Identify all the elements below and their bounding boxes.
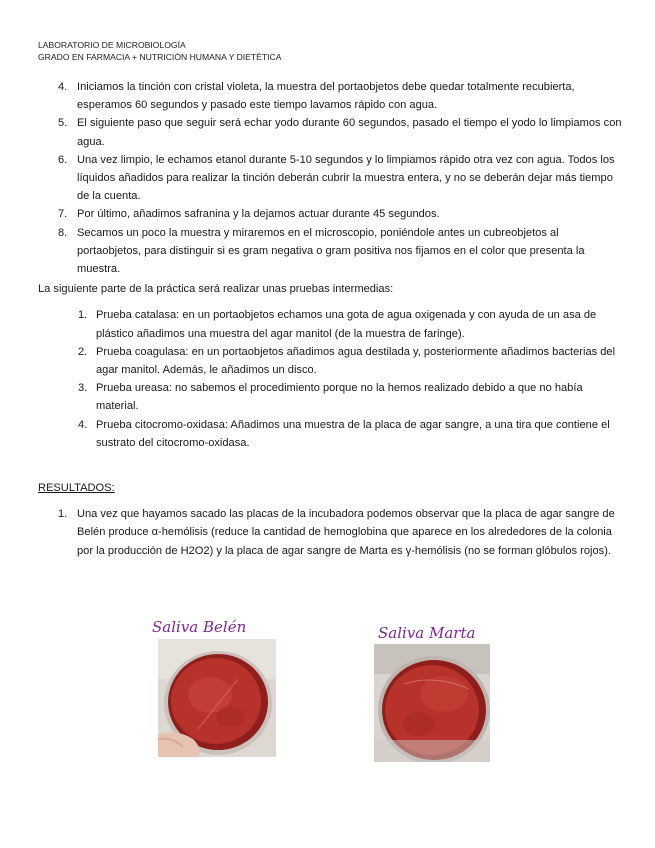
tests-list <box>38 306 623 452</box>
list-number: 6. <box>58 153 68 166</box>
list-number: 4. <box>78 418 88 431</box>
list-item-text: Iniciamos la tinción con cristal violeta, la muestra del portaobjetos debe quedar totalmente recubierta, esperamos 60 segundos y pasado este tiempo lavamos rápido con agua. <box>77 81 575 112</box>
list-number: 1. <box>58 508 68 521</box>
list-item <box>38 379 623 415</box>
header-line-1: LABORATORIO DE MICROBIOLOGÍA <box>38 40 186 50</box>
header-line-2: GRADO EN FARMACIA + NUTRICIÓN HUMANA Y DIETÉTICA <box>38 52 282 62</box>
list-item <box>38 78 623 114</box>
list-number: 8. <box>58 226 68 239</box>
document-header <box>38 39 281 63</box>
results-list <box>38 505 623 560</box>
procedure-steps-list <box>38 78 623 278</box>
list-item <box>38 205 623 223</box>
list-item <box>38 343 623 379</box>
list-number: 1. <box>78 309 88 322</box>
list-item-text: Secamos un poco la muestra y miraremos en el microscopio, poniéndole antes un cubreobjetos al portaobjetos, para distinguir si es gram negativa o gram positiva nos fijamos en el color que presenta la muestra. <box>77 226 585 276</box>
list-item-text: Prueba citocromo-oxidasa: Añadimos una muestra de la placa de agar sangre, a una tira que contiene el sustrato del citocromo-oxidasa. <box>96 418 610 449</box>
list-item-text: Prueba catalasa: en un portaobjetos echamos una gota de agua oxigenada y con ayuda de un asa de plástico añadimos una muestra del agar manitol (de la muestra de faringe). <box>96 309 597 340</box>
photo-caption-marta: Saliva Marta <box>378 624 476 642</box>
list-number: 7. <box>58 208 68 221</box>
list-item-text: Por último, añadimos safranina y la dejamos actuar durante 45 segundos. <box>77 208 440 221</box>
agar-plate-belen-image <box>158 639 276 757</box>
list-item <box>38 114 623 150</box>
list-item-text: Prueba coagulasa: en un portaobjetos añadimos agua destilada y, posteriormente añadimos bacterias del agar manitol. Además, le añadimos un disco. <box>96 345 616 377</box>
photo-caption-belen: Saliva Belén <box>152 618 247 636</box>
tests-intro: La siguiente parte de la práctica será realizar unas pruebas intermedias: <box>38 283 394 296</box>
agar-plate-photo-marta <box>374 644 490 762</box>
list-item <box>38 416 623 452</box>
list-number: 2. <box>78 345 88 358</box>
list-item-text: Prueba ureasa: no sabemos el procedimiento porque no la hemos realizado debido a que no había material. <box>96 382 583 413</box>
results-heading: RESULTADOS: <box>38 482 115 495</box>
list-item-text: Una vez que hayamos sacado las placas de la incubadora podemos observar que la placa de agar sangre de Belén produce α-hemólisis (reduce la cantidad de hemoglobina que aparece en los alrededores de la colonia por la producción de H2O2) y la placa de agar sangre de Marta es γ-hemólisis (no se forman glóbulos rojos). <box>77 508 615 557</box>
document-body <box>38 78 623 560</box>
list-item-text: El siguiente paso que seguir será echar yodo durante 60 segundos, pasado el tiempo el yodo lo limpiamos con agua. <box>77 117 622 148</box>
list-item <box>38 306 623 342</box>
list-number: 5. <box>58 117 68 130</box>
agar-plate-marta-image <box>374 644 490 762</box>
list-item <box>38 505 623 560</box>
list-number: 3. <box>78 382 88 395</box>
list-number: 4. <box>58 81 68 93</box>
list-item <box>38 224 623 279</box>
agar-plate-photo-belen <box>158 639 276 757</box>
list-item-text: Una vez limpio, le echamos etanol durante 5-10 segundos y lo limpiamos rápido otra vez con agua. Todos los líquidos añadidos para realizar la tinción deberán cubrir la muestra entera, y no se deberán dejar más tiempo de la cuenta. <box>77 153 615 203</box>
list-item <box>38 151 623 206</box>
